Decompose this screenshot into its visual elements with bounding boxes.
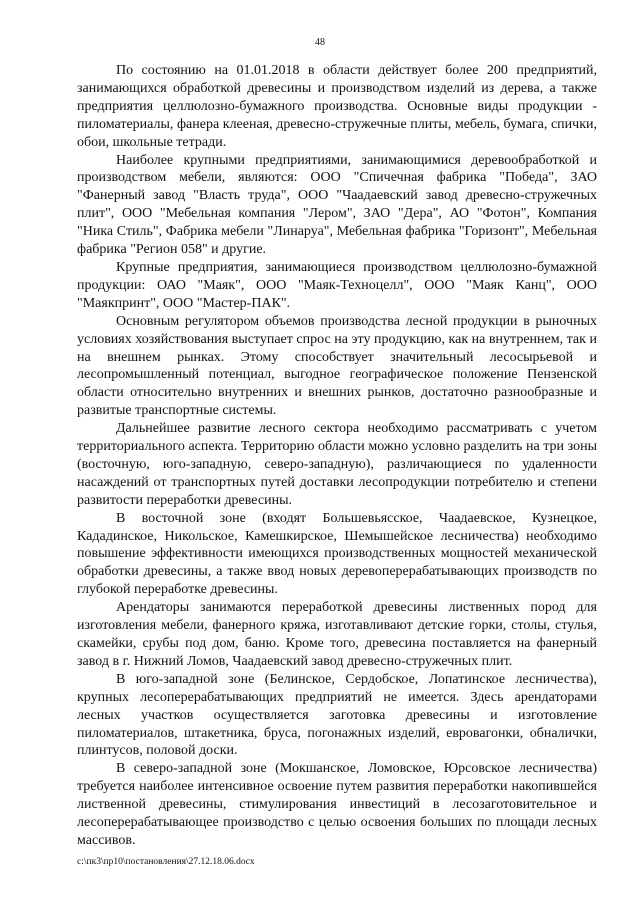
paragraph: Дальнейшее развитие лесного сектора необходимо рассматривать с учетом территориального аспекта. Территорию области можно условно разделить на три зоны (восточную, юго-западную, северо-западную), различающиеся по удаленности насаждений от транспортных путей доставки лесопродукции потребителю и степени развитости переработки древесины. [77, 421, 597, 508]
footer-file-path: c:\пк3\пр10\постановления\27.12.18.06.docx [77, 857, 255, 867]
paragraph: Арендаторы занимаются переработкой древесины лиственных пород для изготовления мебели, фанерного кряжа, изготавливают детские горки, столы, стулья, скамейки, срубы под дом, баню. Кроме того, древесина поставляется на фанерный завод в г. Нижний Ломов, Чаадаевский завод древесно-стружечных плит. [77, 600, 597, 669]
paragraph: Основным регулятором объемов производства лесной продукции в рыночных условиях хозяйствования выступает спрос на эту продукцию, как на внутреннем, так и на внешнем рынках. Этому способствует значительный лесосырьевой и лесопромышленный потенциал, выгодное географическое положение Пензенской области относительно внутренних и внешних рынков, достаточно разнообразные и развитые транспортные системы. [77, 313, 597, 419]
paragraph: Крупные предприятия, занимающиеся производством целлюлозно-бумажной продукции: ОАО "Маяк", ООО "Маяк-Техноцелл", ООО "Маяк Канц", ООО "Маякпринт", ООО "Мастер-ПАК". [77, 259, 597, 311]
document-body [77, 62, 597, 850]
paragraph: Наиболее крупными предприятиями, занимающимися деревообработкой и производством мебели, являются: ООО "Спичечная фабрика "Победа", ЗАО "Фанерный завод "Власть труда", ООО "Чаадаевский завод древесно-стружечных плит", ООО "Мебельная компания "Лером", ЗАО "Дера", АО "Фотон", Компания "Ника Стиль", Фабрика мебели "Линаруа", Мебельная фабрика "Горизонт", Мебельная фабрика "Регион 058" и другие. [77, 152, 597, 258]
paragraph: В северо-западной зоне (Мокшанское, Ломовское, Юрсовское лесничества) требуется наиболее интенсивное освоение путем развития переработки накопившейся лиственной древесины, стимулирования инвестиций в лесозаготовительное и лесоперерабатывающее производство с целью освоения больших по площади лесных массивов. [77, 761, 597, 848]
paragraph: В юго-западной зоне (Белинское, Сердобское, Лопатинское лесничества), крупных лесоперерабатывающих предприятий не имеется. Здесь арендаторами лесных участков осуществляется заготовка древесины и изготовление пиломатериалов, штакетника, бруса, погонажных изделий, евровагонки, обналички, плинтусов, половой доски. [77, 671, 597, 759]
page-number: 48 [315, 37, 325, 48]
paragraph: По состоянию на 01.01.2018 в области действует более 200 предприятий, занимающихся обработкой древесины и производством изделий из дерева, а также предприятия целлюлозно-бумажного производства. Основные виды продукции - пиломатериалы, фанера клееная, древесно-стружечные плиты, мебель, бумага, спички, обои, школьные тетради. [77, 63, 597, 150]
paragraph: В восточной зоне (входят Большевьясское, Чаадаевское, Кузнецкое, Кададинское, Никольское, Камешкирское, Шемышейское лесничества) необходимо повышение эффективности имеющихся производственных мощностей механической обработки древесины, а также ввод новых деревоперерабатывающих производств по глубокой переработке древесины. [77, 510, 597, 598]
